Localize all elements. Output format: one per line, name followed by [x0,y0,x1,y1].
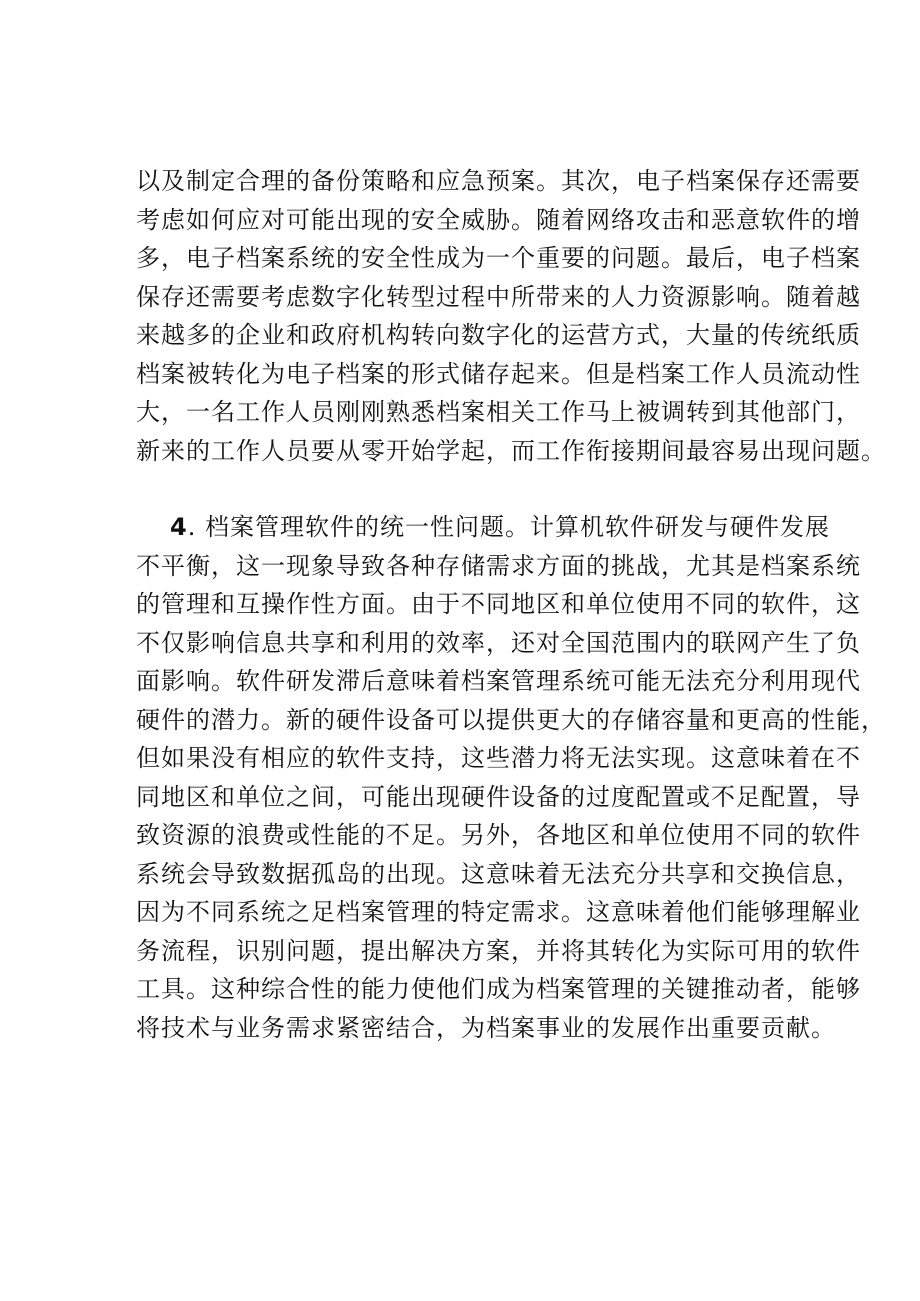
text-line: 考虑如何应对可能出现的安全威胁。随着网络攻击和恶意软件的增 [136,205,861,234]
paragraph-1 [136,162,886,470]
text-line: 同地区和单位之间，可能出现硬件设备的过度配置或不足配置，导 [136,782,861,811]
text-line: 但如果没有相应的软件支持，这些潜力将无法实现。这意味着在不 [136,744,861,772]
text-line: 的管理和互操作性方面。由于不同地区和单位使用不同的软件，这 [136,590,861,618]
section-heading-text: . 档案管理软件的统一性问题。计算机软件研发与硬件发展 [187,513,830,541]
text-line: 不平衡，这一现象导致各种存储需求方面的挑战，尤其是档案系统 [136,551,861,580]
paragraph-2 [136,508,886,1047]
text-line: 档案被转化为电子档案的形式储存起来。但是档案工作人员流动性 [136,359,861,388]
text-line: 不仅影响信息共享和利用的效率，还对全国范围内的联网产生了负 [136,628,861,657]
text-line: 面影响。软件研发滞后意味着档案管理系统可能无法充分利用现代 [136,667,861,695]
text-line: 以及制定合理的备份策略和应急预案。其次，电子档案保存还需要 [136,167,861,195]
text-line: 因为不同系统之足档案管理的特定需求。这意味着他们能够理解业 [136,898,861,926]
text-line: 系统会导致数据孤岛的出现。这意味着无法充分共享和交换信息， [136,859,861,888]
text-line: 保存还需要考虑数字化转型过程中所带来的人力资源影响。随着越 [136,282,861,311]
text-line: 务流程，识别问题，提出解决方案，并将其转化为实际可用的软件 [136,936,861,965]
text-line: 硬件的潜力。新的硬件设备可以提供更大的存储容量和更高的性能， [136,705,886,734]
text-line: 致资源的浪费或性能的不足。另外，各地区和单位使用不同的软件 [136,821,861,849]
section-number: 4 [170,513,188,541]
text-line: 来越多的企业和政府机构转向数字化的运营方式，大量的传统纸质 [136,321,861,349]
section-heading-line [136,508,830,547]
text-line: 新来的工作人员要从零开始学起，而工作衔接期间最容易出现问题。 [136,436,886,465]
text-line: 多，电子档案系统的安全性成为一个重要的问题。最后，电子档案 [136,244,861,272]
text-line: 将技术与业务需求紧密结合，为档案事业的发展作出重要贡献。 [136,1013,836,1042]
text-line: 工具。这种综合性的能力使他们成为档案管理的关键推动者，能够 [136,975,861,1003]
text-line: 大，一名工作人员刚刚熟悉档案相关工作马上被调转到其他部门， [136,398,861,426]
